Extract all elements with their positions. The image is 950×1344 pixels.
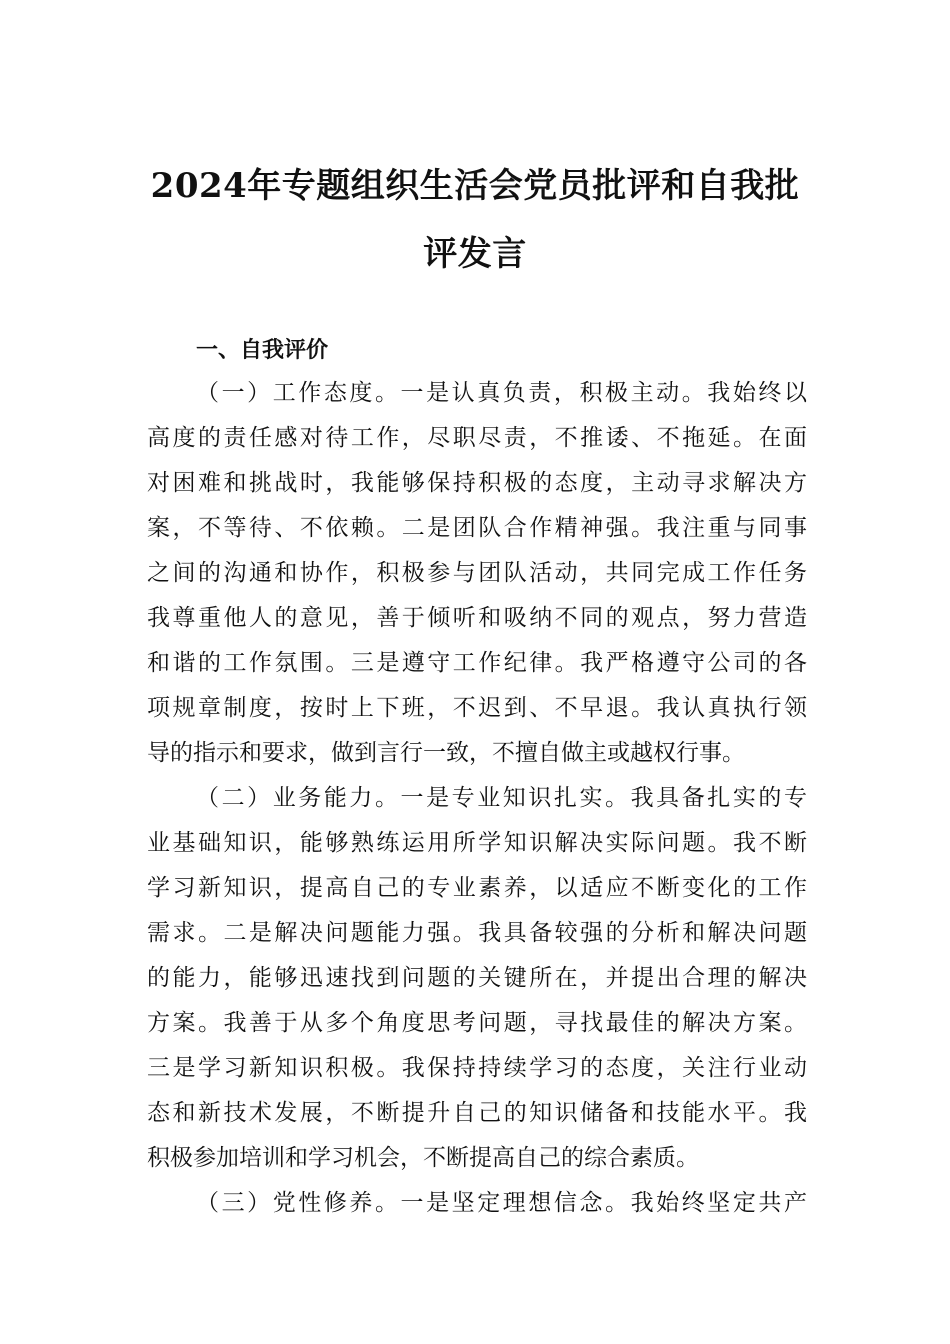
paragraph-line: 的能力，能够迅速找到问题的关键所在，并提出合理的解决 [147, 965, 807, 991]
paragraph-line: 三是学习新知识积极。我保持持续学习的态度，关注行业动 [147, 1055, 807, 1081]
paragraph-line: （一）工作态度。一是认真负责，积极主动。我始终以 [196, 380, 807, 406]
paragraph-line: 学习新知识，提高自己的专业素养，以适应不断变化的工作 [147, 875, 807, 901]
paragraph-line: 导的指示和要求，做到言行一致，不擅自做主或越权行事。 [147, 740, 745, 766]
paragraph-line: 对困难和挑战时，我能够保持积极的态度，主动寻求解决方 [147, 470, 807, 496]
paragraph-line: 我尊重他人的意见，善于倾听和吸纳不同的观点，努力营造 [147, 605, 807, 631]
paragraph-line: 案，不等待、不依赖。二是团队合作精神强。我注重与同事 [147, 515, 807, 541]
paragraph-line: 业基础知识，能够熟练运用所学知识解决实际问题。我不断 [147, 830, 807, 856]
paragraph-line: 和谐的工作氛围。三是遵守工作纪律。我严格遵守公司的各 [147, 650, 807, 676]
paragraph-line: 方案。我善于从多个角度思考问题，寻找最佳的解决方案。 [147, 1010, 807, 1036]
document-title-line-2: 评发言 [423, 234, 527, 274]
document-title-line-1: 2024年专题组织生活会党员批评和自我批 [150, 166, 800, 206]
paragraph-line: （三）党性修养。一是坚定理想信念。我始终坚定共产 [196, 1190, 807, 1216]
paragraph-line: 高度的责任感对待工作，尽职尽责，不推诿、不拖延。在面 [147, 425, 807, 451]
section-heading: 一、自我评价 [196, 338, 329, 363]
paragraph-line: （二）业务能力。一是专业知识扎实。我具备扎实的专 [196, 785, 807, 811]
paragraph-line: 态和新技术发展，不断提升自己的知识储备和技能水平。我 [147, 1100, 807, 1126]
paragraph-line: 项规章制度，按时上下班，不迟到、不早退。我认真执行领 [147, 695, 807, 721]
paragraph-line: 之间的沟通和协作，积极参与团队活动，共同完成工作任务 [147, 560, 807, 586]
paragraph-line: 需求。二是解决问题能力强。我具备较强的分析和解决问题 [147, 920, 807, 946]
paragraph-line: 积极参加培训和学习机会，不断提高自己的综合素质。 [147, 1145, 699, 1171]
